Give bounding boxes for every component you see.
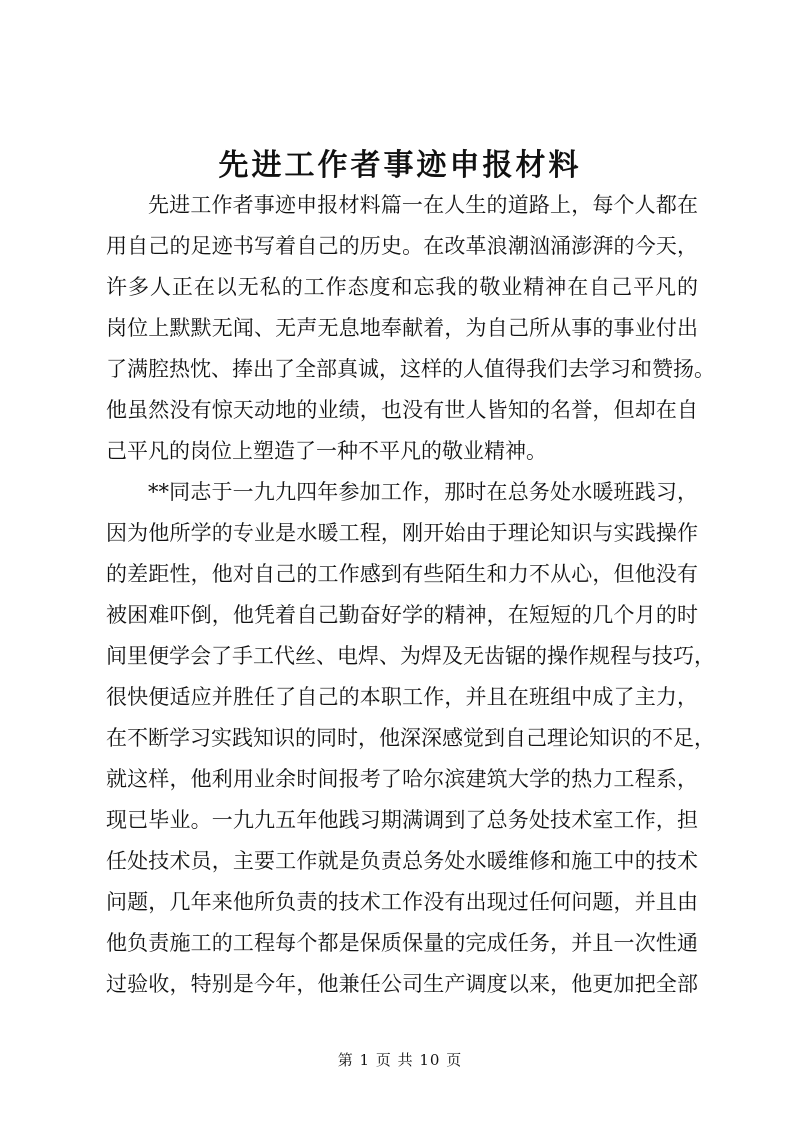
- paragraph-line: 他负责施工的工程每个都是保质保量的完成任务，并且一次性通: [106, 931, 698, 955]
- paragraph-line: 先进工作者事迹申报材料篇一在人生的道路上，每个人都在: [148, 193, 698, 217]
- paragraph-line: 用自己的足迹书写着自己的历史。在改革浪潮汹涌澎湃的今天，: [106, 234, 698, 258]
- paragraph-line: 间里便学会了手工代丝、电焊、为焊及无齿锯的操作规程与技巧，: [106, 644, 715, 668]
- paragraph-line: 过验收，特别是今年，他兼任公司生产调度以来，他更加把全部: [106, 972, 698, 996]
- paragraph-line: 任处技术员，主要工作就是负责总务处水暖维修和施工中的技术: [106, 849, 698, 873]
- paragraph-line: 因为他所学的专业是水暖工程，刚开始由于理论知识与实践操作: [106, 521, 698, 545]
- paragraph-line: 的差距性，他对自己的工作感到有些陌生和力不从心，但他没有: [106, 562, 698, 586]
- paragraph-line: 问题，几年来他所负责的技术工作没有出现过任何问题，并且由: [106, 890, 698, 914]
- paragraph-line: 很快便适应并胜任了自己的本职工作，并且在班组中成了主力，: [106, 685, 698, 709]
- paragraph-line: 了满腔热忱、捧出了全部真诚，这样的人值得我们去学习和赞扬。: [106, 357, 715, 381]
- paragraph-line: **同志于一九九四年参加工作，那时在总务处水暖班践习，: [148, 480, 698, 504]
- paragraph-line: 现已毕业。一九九五年他践习期满调到了总务处技术室工作，担: [106, 808, 698, 832]
- paragraph-line: 被困难吓倒，他凭着自己勤奋好学的精神，在短短的几个月的时: [106, 603, 698, 627]
- paragraph-line: 岗位上默默无闻、无声无息地奉献着，为自己所从事的事业付出: [106, 316, 698, 340]
- paragraph-line: 他虽然没有惊天动地的业绩，也没有世人皆知的名誉，但却在自: [106, 398, 698, 422]
- paragraph-line: 就这样，他利用业余时间报考了哈尔滨建筑大学的热力工程系，: [106, 767, 698, 791]
- paragraph-line: 在不断学习实践知识的同时，他深深感觉到自己理论知识的不足，: [106, 726, 715, 750]
- paragraph-line: 己平凡的岗位上塑造了一种不平凡的敬业精神。: [106, 439, 547, 463]
- page-number-footer: 第 1 页 共 10 页: [337, 1051, 463, 1069]
- document-title: 先进工作者事迹申报材料: [218, 148, 582, 183]
- paragraph-line: 许多人正在以无私的工作态度和忘我的敬业精神在自己平凡的: [106, 275, 698, 299]
